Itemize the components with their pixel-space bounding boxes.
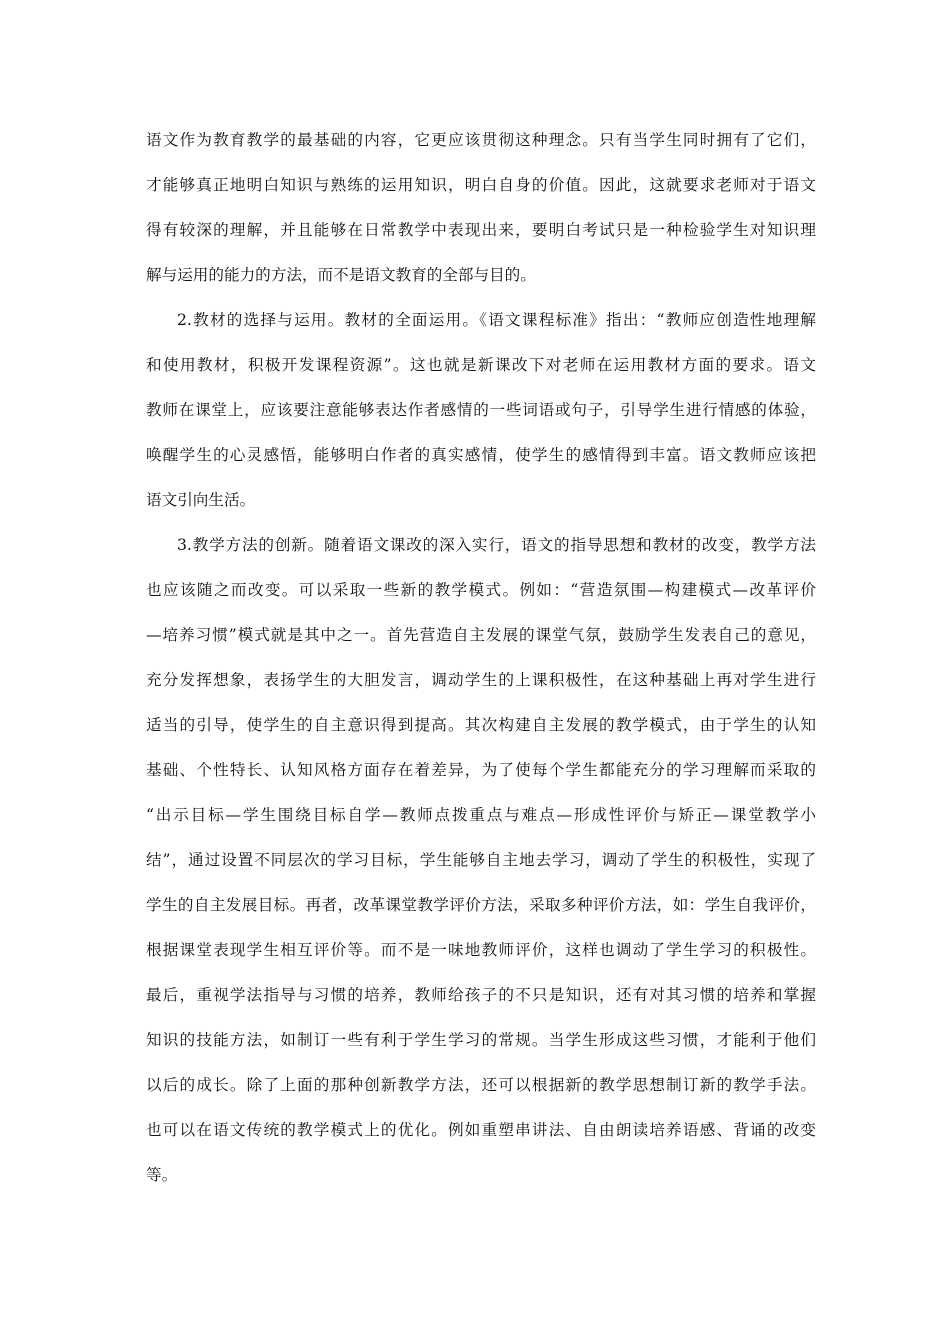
text-line: 适当的引导，使学生的自主意识得到提高。其次构建自主发展的教学模式，由于学生的认知 bbox=[146, 716, 816, 734]
text-line: 也可以在语文传统的教学模式上的优化。例如重塑串讲法、自由朗读培养语感、背诵的改变 bbox=[146, 1121, 816, 1139]
text-line: 也应该随之而改变。可以采取一些新的教学模式。例如：“营造氛围—构建模式—改革评价 bbox=[146, 581, 816, 599]
text-line: —培养习惯”模式就是其中之一。首先营造自主发展的课堂气氛，鼓励学生发表自己的意见， bbox=[146, 626, 816, 644]
text-line: 基础、个性特长、认知风格方面存在着差异，为了使每个学生都能充分的学习理解而采取的 bbox=[146, 761, 816, 779]
text-line: 3.教学方法的创新。随着语文课改的深入实行，语文的指导思想和教材的改变，教学方法 bbox=[177, 536, 816, 554]
text-line: 语文引向生活。 bbox=[146, 491, 256, 509]
body-text bbox=[146, 118, 816, 1198]
text-line: 最后，重视学法指导与习惯的培养，教师给孩子的不只是知识，还有对其习惯的培养和掌握 bbox=[146, 986, 816, 1004]
paragraph-3 bbox=[146, 523, 816, 1198]
text-line: 语文作为教育教学的最基础的内容，它更应该贯彻这种理念。只有当学生同时拥有了它们， bbox=[146, 131, 816, 149]
text-line: 唤醒学生的心灵感悟，能够明白作者的真实感情，使学生的感情得到丰富。语文教师应该把 bbox=[146, 446, 816, 464]
text-line: 才能够真正地明白知识与熟练的运用知识，明白自身的价值。因此，这就要求老师对于语文 bbox=[146, 176, 816, 194]
paragraph-2 bbox=[146, 298, 816, 523]
text-line: 得有较深的理解，并且能够在日常教学中表现出来，要明白考试只是一种检验学生对知识理 bbox=[146, 221, 816, 239]
text-line: 教师在课堂上，应该要注意能够表达作者感情的一些词语或句子，引导学生进行情感的体验， bbox=[146, 401, 816, 419]
text-line: 根据课堂表现学生相互评价等。而不是一味地教师评价，这样也调动了学生学习的积极性。 bbox=[146, 941, 816, 959]
text-line: “出示目标—学生围绕目标自学—教师点拨重点与难点—形成性评价与矫正—课堂教学小 bbox=[146, 806, 816, 824]
text-line: 和使用教材，积极开发课程资源”。这也就是新课改下对老师在运用教材方面的要求。语文 bbox=[146, 356, 816, 374]
paragraph-1 bbox=[146, 118, 816, 298]
text-line: 学生的自主发展目标。再者，改革课堂教学评价方法，采取多种评价方法，如：学生自我评价， bbox=[146, 896, 816, 914]
text-line: 结”，通过设置不同层次的学习目标，学生能够自主地去学习，调动了学生的积极性，实现了 bbox=[146, 851, 816, 869]
text-line: 解与运用的能力的方法，而不是语文教育的全部与目的。 bbox=[146, 266, 536, 284]
text-line: 等。 bbox=[146, 1166, 178, 1184]
text-line: 充分发挥想象，表扬学生的大胆发言，调动学生的上课积极性，在这种基础上再对学生进行 bbox=[146, 671, 816, 689]
text-line: 知识的技能方法，如制订一些有利于学生学习的常规。当学生形成这些习惯，才能利于他们 bbox=[146, 1031, 816, 1049]
text-line: 以后的成长。除了上面的那种创新教学方法，还可以根据新的教学思想制订新的教学手法。 bbox=[146, 1076, 816, 1094]
text-line: 2.教材的选择与运用。教材的全面运用。《语文课程标准》指出：“教师应创造性地理解 bbox=[177, 311, 816, 329]
